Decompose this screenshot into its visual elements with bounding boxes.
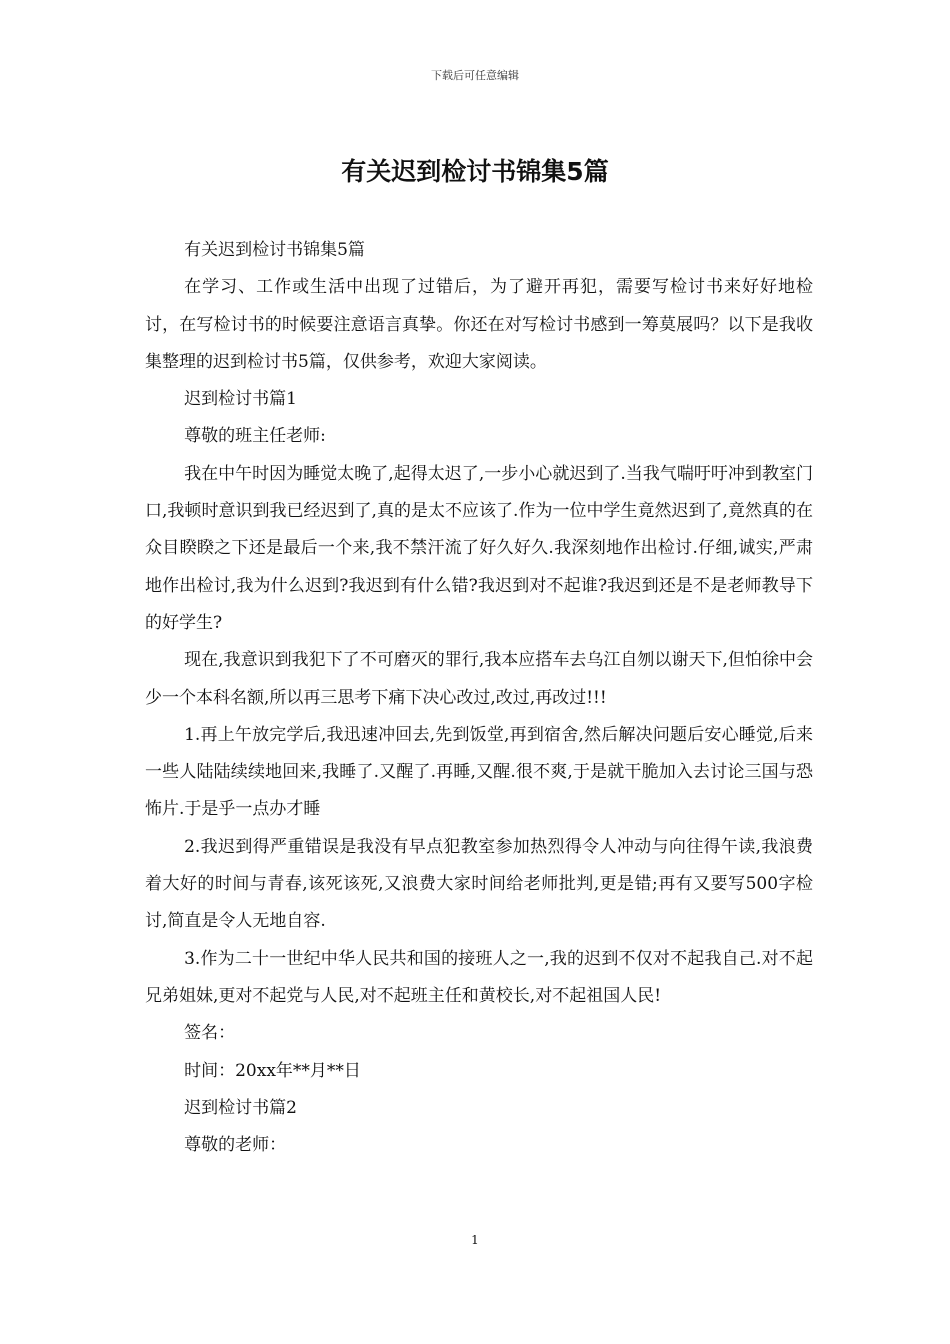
list-item-1: 1.再上午放完学后,我迅速冲回去,先到饭堂,再到宿舍,然后解决问题后安心睡觉,后来一些人陆陆续续地回来,我睡了.又醒了.再睡,又醒.很不爽,于是就干脆加入去讨论三国与恐怖片.于是乎一点办才睡: [145, 724, 813, 820]
document-body: [145, 232, 813, 1164]
paragraph-body-1: 我在中午时因为睡觉太晚了,起得太迟了,一步小心就迟到了.当我气喘吁吁冲到教室门口,我顿时意识到我已经迟到了,真的是太不应该了.作为一位中学生竟然迟到了,竟然真的在众目睽睽之下还是最后一个来,我不禁汗流了好久好久.我深刻地作出检讨.仔细,诚实,严肃地作出检讨,我为什么迟到?我迟到有什么错?我迟到对不起谁?我迟到还是不是老师教导下的好学生?: [145, 463, 813, 633]
paragraph-intro: 在学习、工作或生活中出现了过错后，为了避开再犯，需要写检讨书来好好地检讨，在写检讨书的时候要注意语言真挚。你还在对写检讨书感到一筹莫展吗？以下是我收集整理的迟到检讨书5篇，仅供参考，欢迎大家阅读。: [145, 277, 813, 372]
list-item-3: 3.作为二十一世纪中华人民共和国的接班人之一,我的迟到不仅对不起我自己.对不起兄弟姐妹,更对不起党与人民,对不起班主任和黄校长,对不起祖国人民!: [145, 948, 813, 1006]
signature-line: 签名：: [184, 1023, 236, 1044]
salutation-1: 尊敬的班主任老师:: [184, 426, 326, 447]
section-heading-1: 迟到检讨书篇1: [184, 389, 297, 410]
header-note: 下载后可任意编辑: [431, 69, 519, 82]
list-item-2: 2.我迟到得严重错误是我没有早点犯教室参加热烈得令人冲动与向往得午读,我浪费着大好的时间与青春,该死该死,又浪费大家时间给老师批判,更是错;再有又要写500字检讨,简直是令人无地自容.: [145, 836, 813, 932]
paragraph-subtitle: 有关迟到检讨书锦集5篇: [184, 240, 365, 260]
section-heading-2: 迟到检讨书篇2: [184, 1097, 297, 1118]
paragraph-body-2: 现在,我意识到我犯下了不可磨灭的罪行,我本应搭车去乌江自刎以谢天下,但怕徐中会少一个本科名额,所以再三思考下痛下决心改过,改过,再改过!!!: [145, 650, 813, 708]
document-title: 有关迟到检讨书锦集5篇: [341, 157, 609, 186]
page-number: 1: [471, 1233, 479, 1247]
date-line: 时间：20xx年**月**日: [184, 1060, 361, 1081]
salutation-2: 尊敬的老师：: [184, 1135, 287, 1156]
